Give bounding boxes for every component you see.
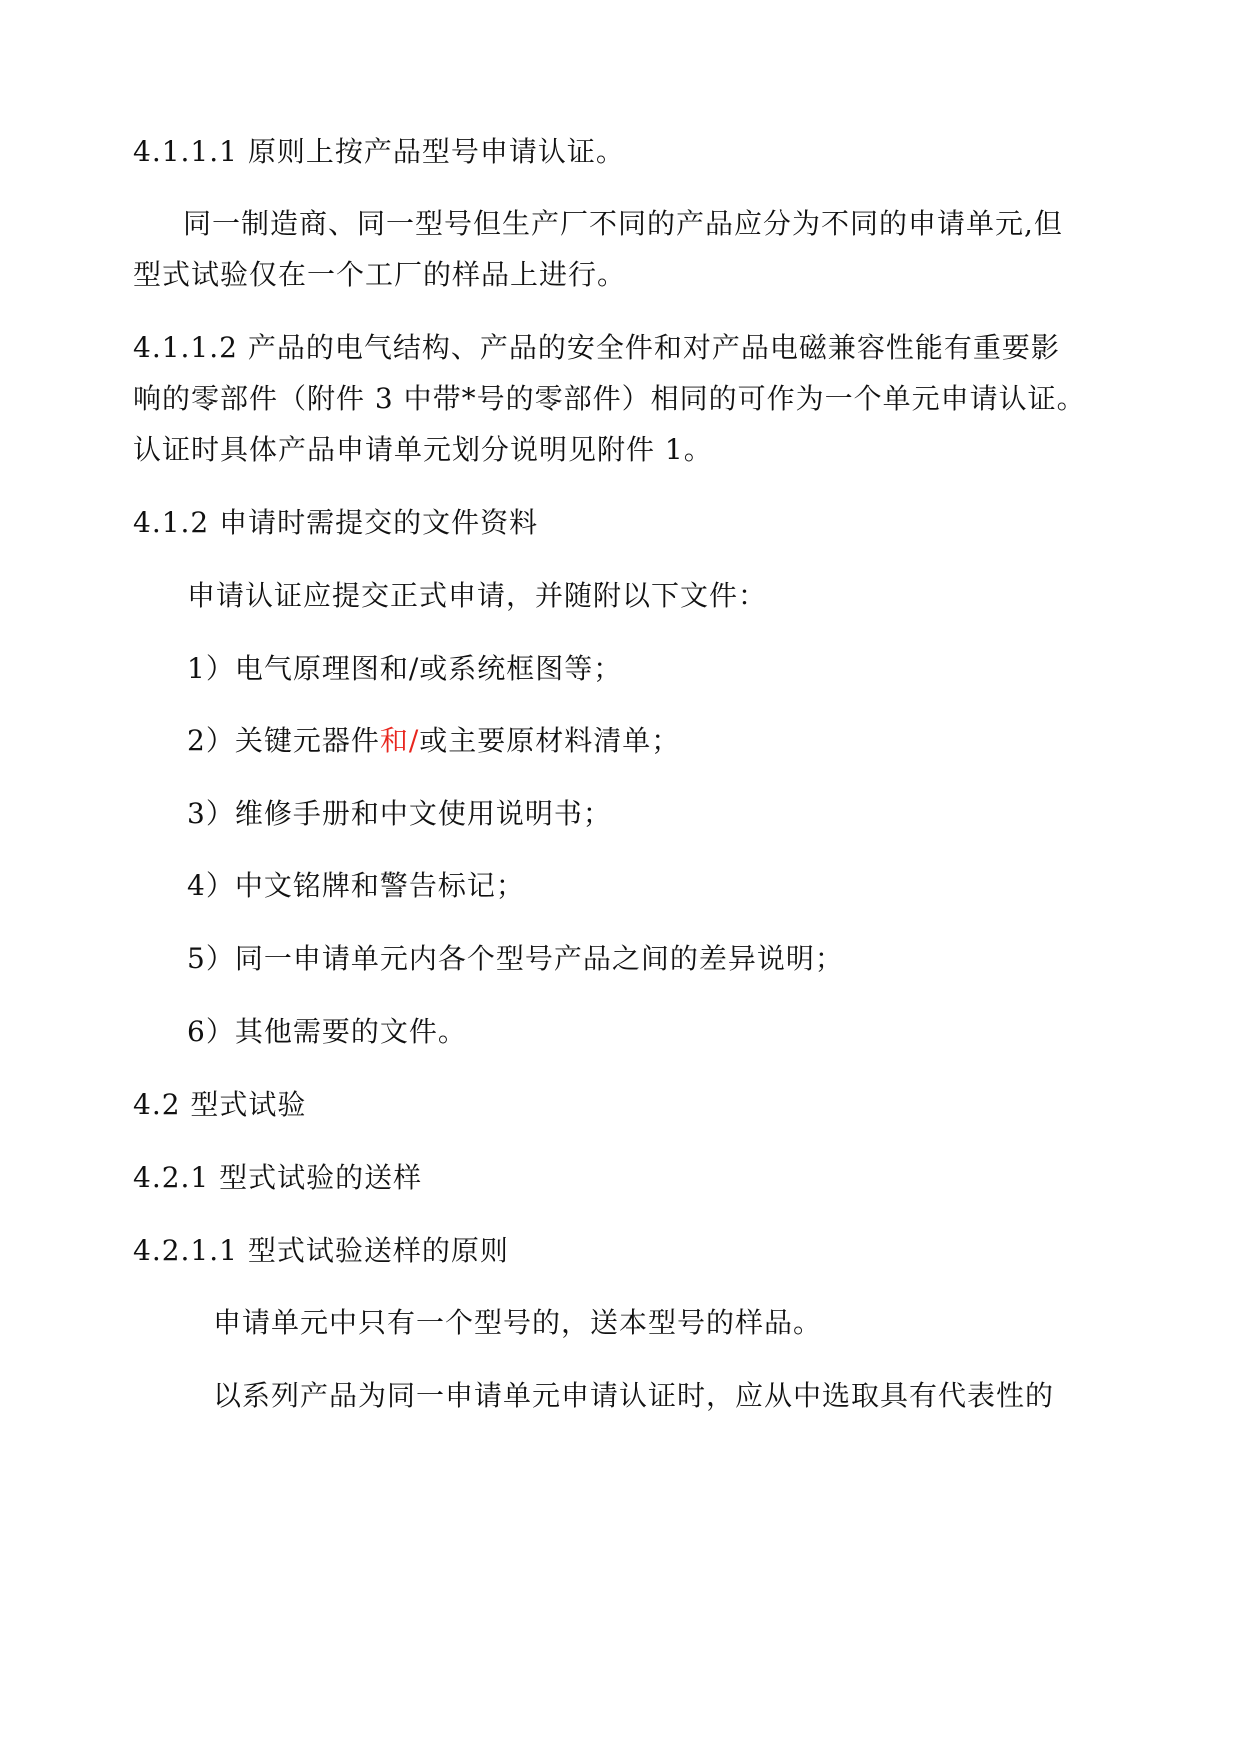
section-4-2-heading: 4.2 型式试验 <box>133 1088 307 1121</box>
submission-intro: 申请认证应提交正式申请，并随附以下文件： <box>187 579 768 612</box>
clause-4-1-1-1-paragraph-line2: 型式试验仅在一个工厂的样品上进行。 <box>133 258 627 291</box>
clause-4-1-2-heading: 4.1.2 申请时需提交的文件资料 <box>133 506 539 539</box>
section-4-2-1-heading: 4.2.1 型式试验的送样 <box>133 1161 423 1194</box>
list-item-2-text-before: 2）关键元器件 <box>187 724 380 757</box>
clause-4-1-1-2-line1: 4.1.1.2 产品的电气结构、产品的安全件和对产品电磁兼容性能有重要影 <box>133 331 1060 364</box>
list-item-2-text-after: 或主要原材料清单； <box>419 724 681 757</box>
list-item-3: 3）维修手册和中文使用说明书； <box>187 797 612 830</box>
section-4-2-1-1-paragraph1: 申请单元中只有一个型号的，送本型号的样品。 <box>213 1306 823 1339</box>
list-item-1: 1）电气原理图和/或系统框图等； <box>187 652 623 685</box>
clause-4-1-1-1-paragraph-line1: 同一制造商、同一型号但生产厂不同的产品应分为不同的申请单元,但 <box>183 207 1063 240</box>
clause-4-1-1-2-line3: 认证时具体产品申请单元划分说明见附件 1。 <box>133 433 713 466</box>
clause-4-1-1-1-heading: 4.1.1.1 原则上按产品型号申请认证。 <box>133 135 625 168</box>
section-4-2-1-1-paragraph2: 以系列产品为同一申请单元申请认证时，应从中选取具有代表性的 <box>213 1379 1055 1412</box>
list-item-5: 5）同一申请单元内各个型号产品之间的差异说明； <box>187 942 844 975</box>
list-item-2-highlight: 和/ <box>379 724 420 757</box>
clause-4-1-1-2-line2: 响的零部件（附件 3 中带*号的零部件）相同的可作为一个单元申请认证。 <box>133 382 1086 415</box>
list-item-4: 4）中文铭牌和警告标记； <box>187 869 525 902</box>
list-item-2 <box>187 721 680 761</box>
section-4-2-1-1-heading: 4.2.1.1 型式试验送样的原则 <box>133 1234 509 1267</box>
list-item-6: 6）其他需要的文件。 <box>187 1015 467 1048</box>
